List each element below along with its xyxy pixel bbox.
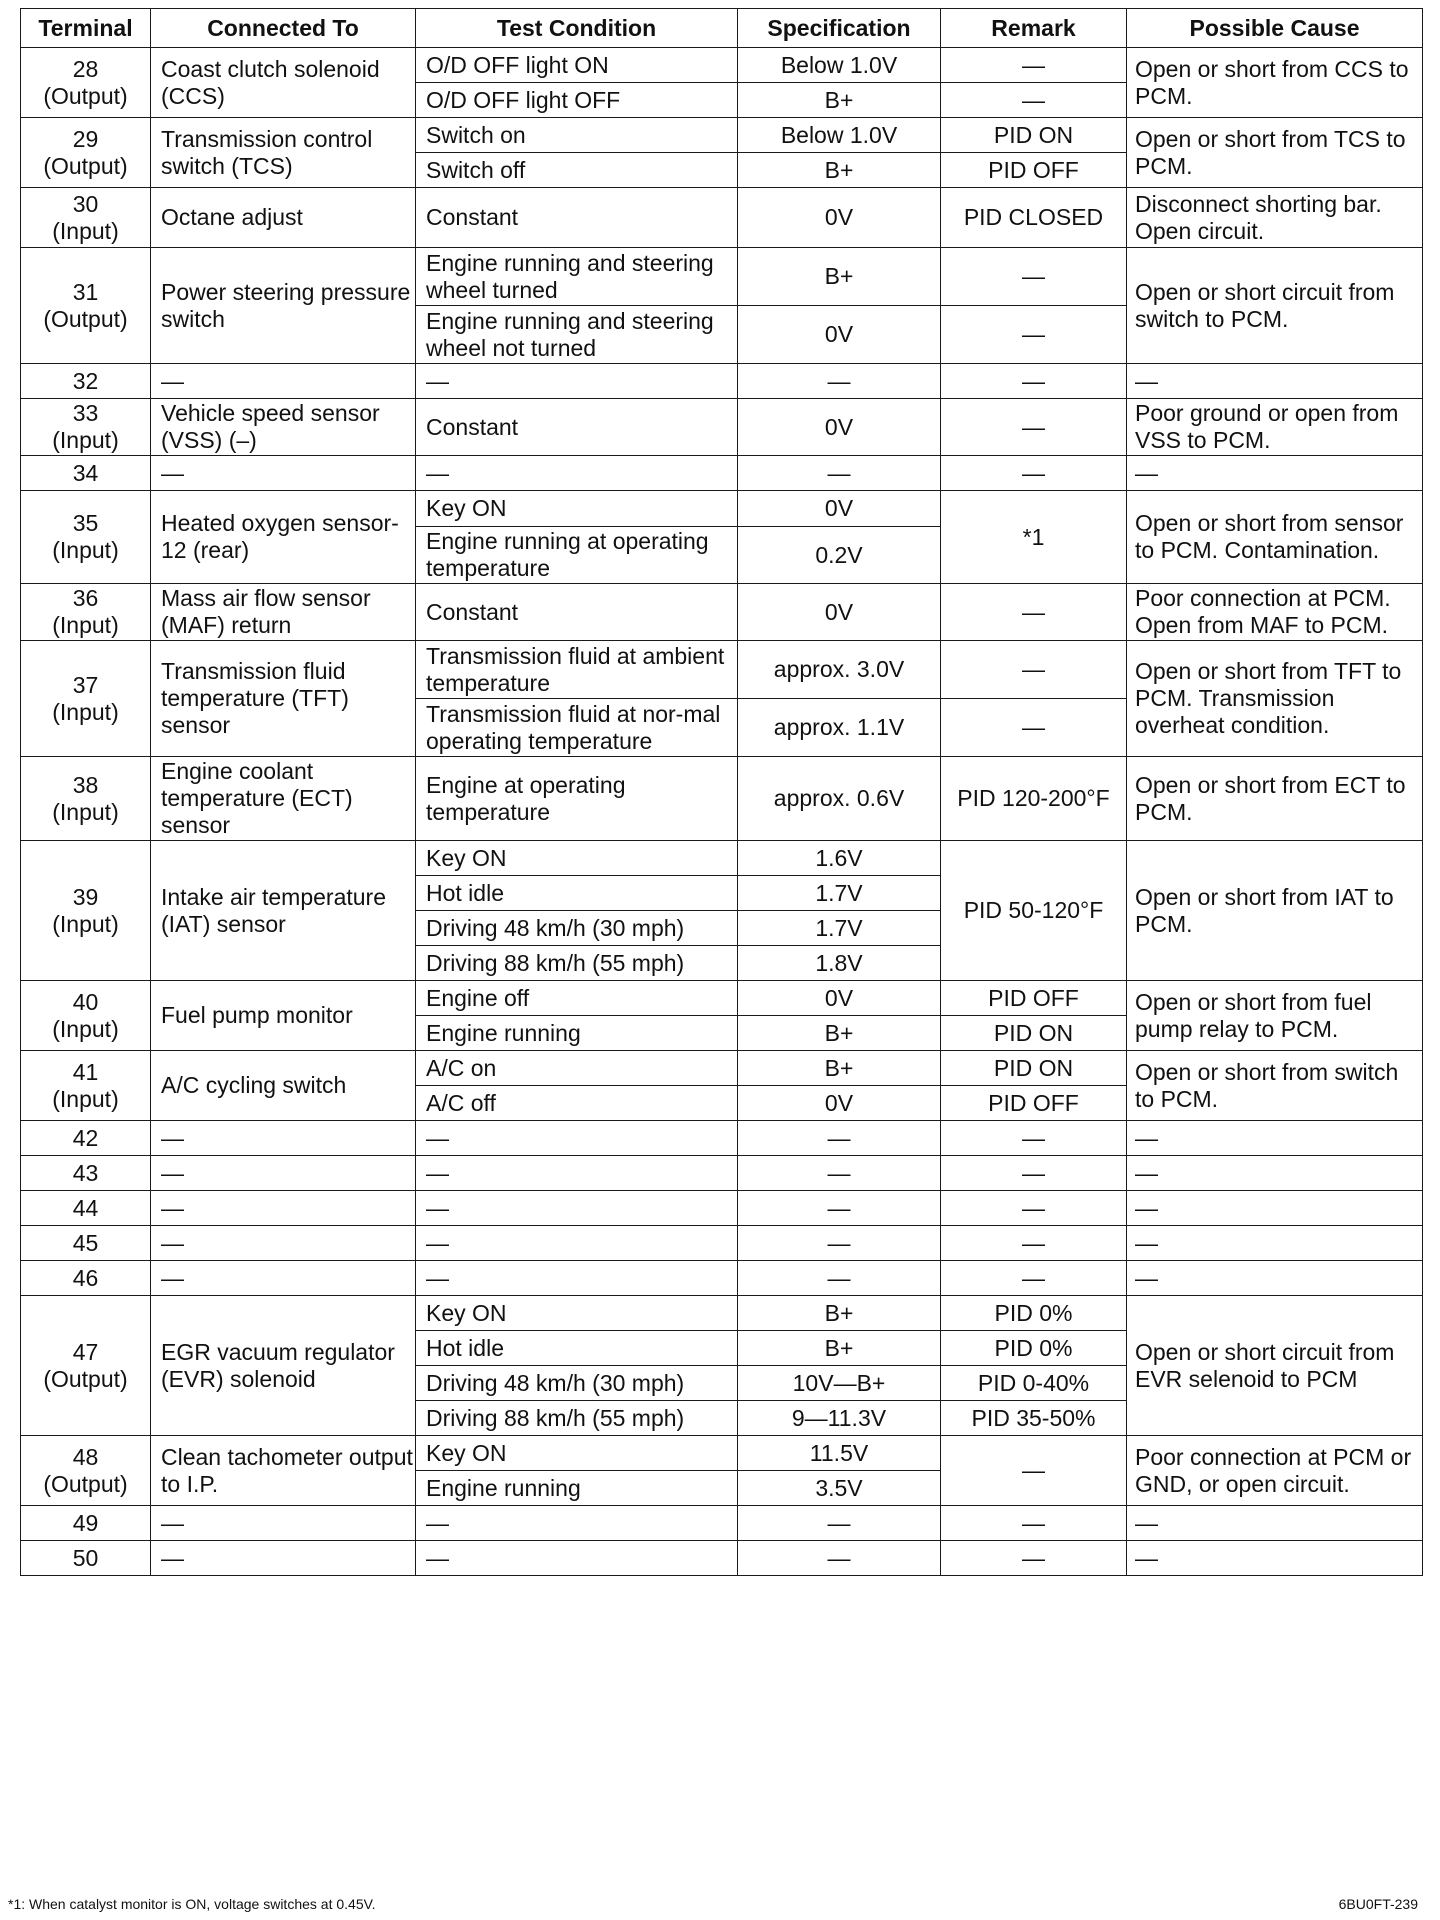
remark-cell: — [941,48,1127,83]
terminal-cell [21,1436,151,1506]
possible-cause-cell: Open or short from switch to PCM. [1127,1051,1423,1121]
connected-to-cell: Heated oxygen sensor-12 (rear) [151,491,416,584]
terminal-number: 43 [72,1159,99,1186]
test-condition-cell: Constant [416,399,738,456]
test-condition-cell: Engine running [416,1471,738,1506]
connected-to-cell: Fuel pump monitor [151,981,416,1051]
specification-cell: 0V [738,981,941,1016]
possible-cause-cell: — [1127,456,1423,491]
test-condition-cell: Switch off [416,153,738,188]
terminal-io: (Input) [52,910,119,937]
remark-cell: — [941,584,1127,641]
test-condition-cell: Engine running and steering wheel turned [416,248,738,306]
table-row [21,248,1423,306]
test-condition-cell: Engine off [416,981,738,1016]
remark-cell: — [941,1436,1127,1506]
test-condition-cell: — [416,364,738,399]
remark-cell: — [941,364,1127,399]
test-condition-cell: Key ON [416,1296,738,1331]
test-condition-cell: Hot idle [416,876,738,911]
terminal-cell [21,1051,151,1121]
header-remark: Remark [941,9,1127,48]
terminal-number: 38 [72,771,99,798]
test-condition-cell: Hot idle [416,1331,738,1366]
specification-cell: B+ [738,153,941,188]
remark-cell: — [941,1156,1127,1191]
terminal-cell [21,364,151,399]
test-condition-cell: — [416,456,738,491]
connected-to-cell: Engine coolant temperature (ECT) sensor [151,757,416,841]
figure-code: 6BU0FT-239 [1338,1896,1418,1912]
test-condition-cell: A/C off [416,1086,738,1121]
possible-cause-cell: Open or short from TFT to PCM. Transmission overheat condition. [1127,641,1423,757]
test-condition-cell: Engine running [416,1016,738,1051]
terminal-number: 45 [72,1229,99,1256]
terminal-cell [21,641,151,757]
connected-to-cell: — [151,364,416,399]
header-connected-to: Connected To [151,9,416,48]
table-row [21,841,1423,876]
remark-cell: — [941,399,1127,456]
terminal-number: 46 [72,1264,99,1291]
possible-cause-cell: — [1127,1191,1423,1226]
remark-cell: PID 35-50% [941,1401,1127,1436]
test-condition-cell: — [416,1261,738,1296]
possible-cause-cell: Poor ground or open from VSS to PCM. [1127,399,1423,456]
possible-cause-cell: — [1127,1541,1423,1576]
connected-to-cell: Vehicle speed sensor (VSS) (–) [151,399,416,456]
test-condition-cell: Key ON [416,841,738,876]
table-row [21,1296,1423,1331]
terminal-io: (Output) [43,1470,128,1497]
specification-cell: — [738,1506,941,1541]
connected-to-cell: Clean tachometer output to I.P. [151,1436,416,1506]
table-header-row [21,9,1423,48]
table-row [21,1226,1423,1261]
test-condition-cell: A/C on [416,1051,738,1086]
remark-cell: PID 120-200°F [941,757,1127,841]
terminal-number: 37 [72,671,99,698]
connected-to-cell: Transmission fluid temperature (TFT) sensor [151,641,416,757]
connected-to-cell: Coast clutch solenoid (CCS) [151,48,416,118]
specification-cell: 1.7V [738,876,941,911]
table-row [21,1156,1423,1191]
specification-cell: — [738,364,941,399]
terminal-number: 28 [72,55,99,82]
terminal-number: 44 [72,1194,99,1221]
table-row [21,1121,1423,1156]
remark-cell: — [941,641,1127,699]
test-condition-cell: Driving 88 km/h (55 mph) [416,946,738,981]
remark-cell: — [941,1226,1127,1261]
table-row [21,1261,1423,1296]
remark-cell: PID ON [941,118,1127,153]
specification-cell: 0V [738,399,941,456]
terminal-number: 41 [72,1058,99,1085]
test-condition-cell: Engine running at operating temperature [416,527,738,584]
possible-cause-cell: Disconnect shorting bar. Open circuit. [1127,188,1423,248]
specification-cell: 10V—B+ [738,1366,941,1401]
connected-to-cell: — [151,456,416,491]
connected-to-cell: — [151,1261,416,1296]
possible-cause-cell: — [1127,1261,1423,1296]
remark-cell: PID 0% [941,1331,1127,1366]
connected-to-cell: A/C cycling switch [151,1051,416,1121]
page-footer [8,1896,1418,1916]
specification-cell: B+ [738,248,941,306]
table-body [21,48,1423,1576]
connected-to-cell: EGR vacuum regulator (EVR) solenoid [151,1296,416,1436]
specification-cell: Below 1.0V [738,118,941,153]
test-condition-cell: — [416,1506,738,1541]
possible-cause-cell: Open or short circuit from switch to PCM. [1127,248,1423,364]
test-condition-cell: — [416,1226,738,1261]
test-condition-cell: Constant [416,584,738,641]
specification-cell: 1.6V [738,841,941,876]
remark-cell: — [941,1191,1127,1226]
terminal-cell [21,1156,151,1191]
specification-cell: 0V [738,584,941,641]
test-condition-cell: Key ON [416,1436,738,1471]
terminal-io: (Input) [52,798,119,825]
terminal-io: (Input) [52,698,119,725]
specification-cell: — [738,1541,941,1576]
test-condition-cell: — [416,1541,738,1576]
possible-cause-cell: — [1127,1156,1423,1191]
terminal-io: (Output) [43,82,128,109]
test-condition-cell: Key ON [416,491,738,527]
terminal-io: (Output) [43,152,128,179]
specification-cell: — [738,456,941,491]
table-row [21,1506,1423,1541]
pcm-terminal-table [20,8,1423,1576]
terminal-number: 50 [72,1544,99,1571]
header-possible-cause: Possible Cause [1127,9,1423,48]
table-row [21,641,1423,699]
terminal-io: (Input) [52,537,119,563]
terminal-cell [21,491,151,584]
terminal-number: 34 [72,459,99,486]
test-condition-cell: Engine at operating temperature [416,757,738,841]
test-condition-cell: Transmission fluid at ambient temperature [416,641,738,699]
connected-to-cell: — [151,1541,416,1576]
connected-to-cell: — [151,1121,416,1156]
terminal-cell [21,248,151,364]
terminal-io: (Input) [52,1085,119,1112]
table-row [21,188,1423,248]
specification-cell: — [738,1226,941,1261]
possible-cause-cell: — [1127,1121,1423,1156]
remark-cell: PID CLOSED [941,188,1127,248]
specification-cell: 3.5V [738,1471,941,1506]
terminal-cell [21,399,151,456]
specification-cell: approx. 1.1V [738,699,941,757]
terminal-number: 40 [72,988,99,1015]
remark-cell: — [941,456,1127,491]
remark-cell: — [941,306,1127,364]
table-row [21,981,1423,1016]
specification-cell: — [738,1191,941,1226]
possible-cause-cell: Open or short from fuel pump relay to PCM. [1127,981,1423,1051]
terminal-number: 29 [72,125,99,152]
terminal-number: 39 [72,883,99,910]
table-row [21,118,1423,153]
specification-cell: B+ [738,1331,941,1366]
connected-to-cell: — [151,1506,416,1541]
remark-cell: PID ON [941,1051,1127,1086]
test-condition-cell: Driving 48 km/h (30 mph) [416,911,738,946]
test-condition-cell: — [416,1121,738,1156]
test-condition-cell: Constant [416,188,738,248]
table-row [21,1436,1423,1471]
specification-cell: 0V [738,1086,941,1121]
possible-cause-cell: Open or short from sensor to PCM. Contamination. [1127,491,1423,584]
terminal-number: 48 [72,1443,99,1470]
table-row [21,757,1423,841]
terminal-cell [21,981,151,1051]
remark-cell: PID 0% [941,1296,1127,1331]
terminal-cell [21,456,151,491]
pcm-terminal-table-sheet [20,8,1422,1576]
table-row [21,1191,1423,1226]
remark-cell: — [941,248,1127,306]
specification-cell: 1.8V [738,946,941,981]
terminal-io: (Input) [52,427,119,453]
connected-to-cell: Mass air flow sensor (MAF) return [151,584,416,641]
terminal-io: (Output) [43,1365,128,1392]
remark-cell: — [941,1121,1127,1156]
possible-cause-cell: Open or short from CCS to PCM. [1127,48,1423,118]
terminal-cell [21,188,151,248]
possible-cause-cell: Open or short from TCS to PCM. [1127,118,1423,188]
connected-to-cell: — [151,1191,416,1226]
table-row [21,399,1423,456]
remark-cell: — [941,1541,1127,1576]
terminal-cell [21,1121,151,1156]
terminal-cell [21,48,151,118]
specification-cell: — [738,1261,941,1296]
specification-cell: 9—11.3V [738,1401,941,1436]
footnote: *1: When catalyst monitor is ON, voltage switches at 0.45V. [8,1896,376,1912]
remark-cell: — [941,1261,1127,1296]
header-test-condition: Test Condition [416,9,738,48]
remark-cell: PID ON [941,1016,1127,1051]
terminal-number: 35 [72,510,99,536]
specification-cell: — [738,1121,941,1156]
possible-cause-cell: Poor connection at PCM or GND, or open circuit. [1127,1436,1423,1506]
table-row [21,491,1423,527]
connected-to-cell: Transmission control switch (TCS) [151,118,416,188]
possible-cause-cell: Poor connection at PCM. Open from MAF to PCM. [1127,584,1423,641]
terminal-cell [21,1296,151,1436]
table-row [21,364,1423,399]
terminal-io: (Input) [52,1015,119,1042]
specification-cell: B+ [738,1051,941,1086]
connected-to-cell: — [151,1156,416,1191]
terminal-number: 36 [72,585,99,611]
specification-cell: B+ [738,1296,941,1331]
connected-to-cell: — [151,1226,416,1261]
terminal-io: (Input) [52,612,119,638]
terminal-cell [21,1226,151,1261]
terminal-cell [21,841,151,981]
possible-cause-cell: Open or short from ECT to PCM. [1127,757,1423,841]
specification-cell: approx. 0.6V [738,757,941,841]
remark-cell: PID 50-120°F [941,841,1127,981]
remark-cell: PID OFF [941,1086,1127,1121]
test-condition-cell: — [416,1156,738,1191]
test-condition-cell: O/D OFF light ON [416,48,738,83]
test-condition-cell: Driving 88 km/h (55 mph) [416,1401,738,1436]
specification-cell: — [738,1156,941,1191]
terminal-number: 33 [72,400,99,426]
terminal-cell [21,118,151,188]
test-condition-cell: Driving 48 km/h (30 mph) [416,1366,738,1401]
possible-cause-cell: — [1127,364,1423,399]
header-specification: Specification [738,9,941,48]
specification-cell: Below 1.0V [738,48,941,83]
test-condition-cell: Transmission fluid at nor-mal operating temperature [416,699,738,757]
specification-cell: 0V [738,491,941,527]
terminal-cell [21,757,151,841]
terminal-number: 32 [72,367,99,394]
specification-cell: 11.5V [738,1436,941,1471]
possible-cause-cell: Open or short circuit from EVR selenoid to PCM [1127,1296,1423,1436]
terminal-number: 31 [72,278,99,305]
remark-cell: PID OFF [941,981,1127,1016]
possible-cause-cell: Open or short from IAT to PCM. [1127,841,1423,981]
specification-cell: 0V [738,306,941,364]
terminal-number: 47 [72,1338,99,1365]
terminal-io: (Input) [52,217,119,244]
test-condition-cell: Engine running and steering wheel not turned [416,306,738,364]
terminal-cell [21,1191,151,1226]
specification-cell: approx. 3.0V [738,641,941,699]
terminal-cell [21,1541,151,1576]
specification-cell: B+ [738,1016,941,1051]
terminal-cell [21,1261,151,1296]
terminal-number: 49 [72,1509,99,1536]
specification-cell: 0.2V [738,527,941,584]
possible-cause-cell: — [1127,1226,1423,1261]
test-condition-cell: Switch on [416,118,738,153]
connected-to-cell: Intake air temperature (IAT) sensor [151,841,416,981]
terminal-number: 30 [72,190,99,217]
terminal-io: (Output) [43,305,128,332]
terminal-cell [21,584,151,641]
remark-cell: — [941,699,1127,757]
table-row [21,456,1423,491]
table-row [21,1541,1423,1576]
table-row [21,48,1423,83]
remark-cell: — [941,83,1127,118]
table-row [21,1051,1423,1086]
remark-cell: PID OFF [941,153,1127,188]
terminal-cell [21,1506,151,1541]
test-condition-cell: O/D OFF light OFF [416,83,738,118]
header-terminal: Terminal [21,9,151,48]
remark-cell: *1 [941,491,1127,584]
connected-to-cell: Power steering pressure switch [151,248,416,364]
specification-cell: B+ [738,83,941,118]
possible-cause-cell: — [1127,1506,1423,1541]
remark-cell: — [941,1506,1127,1541]
terminal-number: 42 [72,1124,99,1151]
specification-cell: 0V [738,188,941,248]
remark-cell: PID 0-40% [941,1366,1127,1401]
specification-cell: 1.7V [738,911,941,946]
connected-to-cell: Octane adjust [151,188,416,248]
table-row [21,584,1423,641]
test-condition-cell: — [416,1191,738,1226]
